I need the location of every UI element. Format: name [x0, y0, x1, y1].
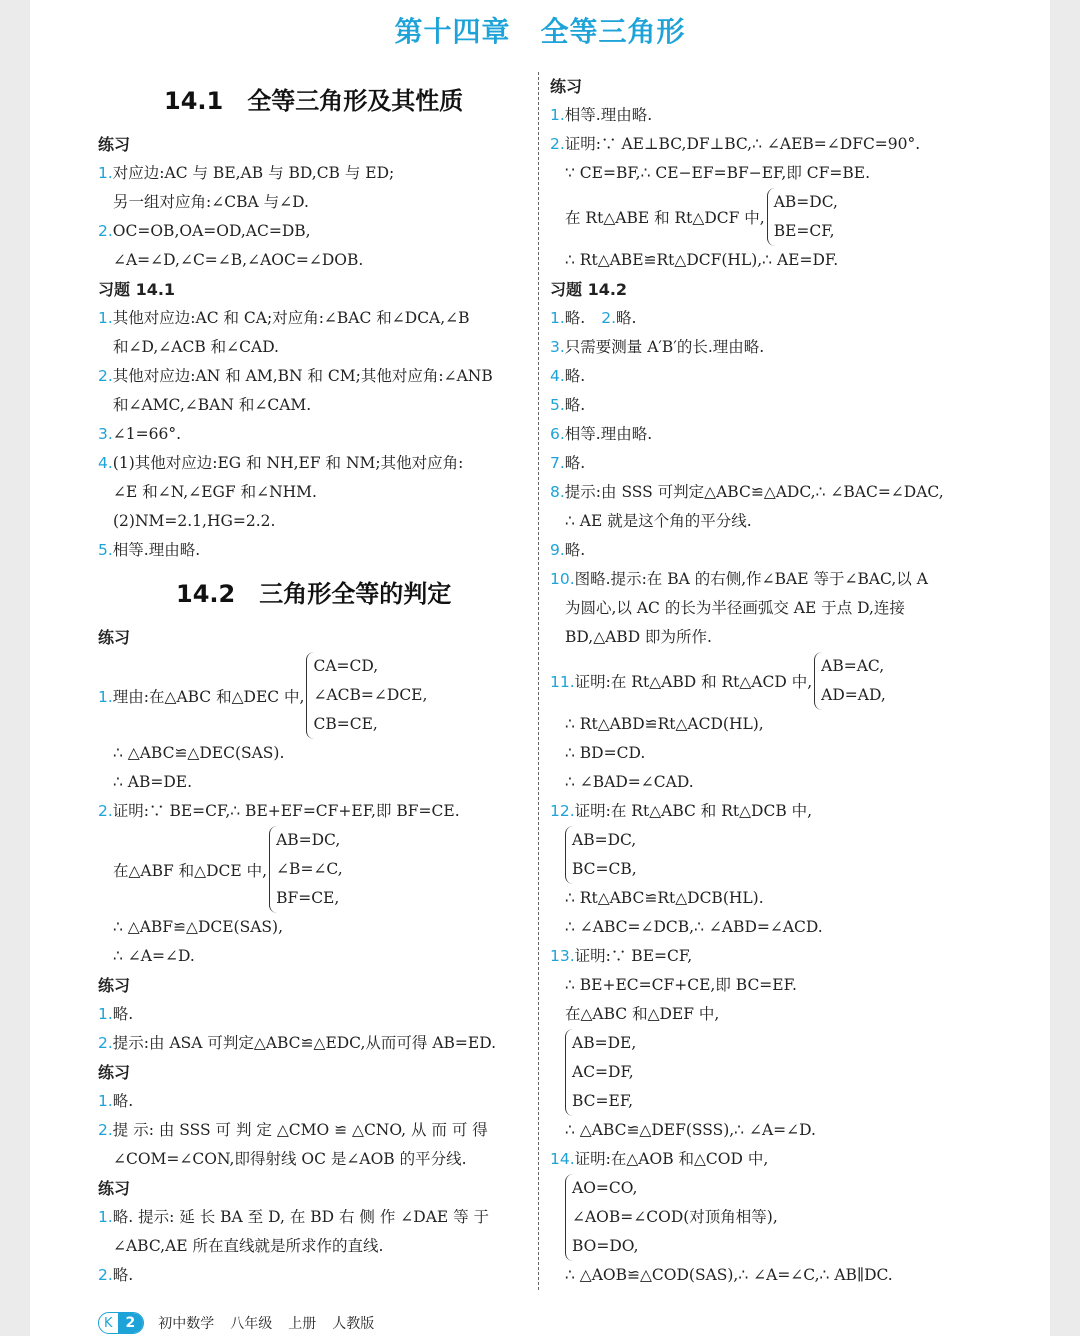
answer-text: 略. — [112, 1266, 134, 1284]
answer-line — [550, 420, 1010, 449]
answer-number: 1. — [98, 164, 113, 182]
answer-number: 2. — [98, 367, 113, 385]
answer-text: ∴ AE 就是这个角的平分线. — [565, 512, 752, 530]
section-heading-14-1 — [98, 72, 526, 130]
answer-number: 3. — [550, 338, 565, 356]
answer-text: (1)其他对应边:EG 和 NH,EF 和 NM;其他对应角: — [112, 454, 464, 472]
footer-volume: 上册 — [288, 1316, 317, 1332]
answer-text: 相等.理由略. — [112, 541, 201, 559]
footer-subject: 初中数学 — [158, 1316, 215, 1332]
answer-line — [98, 1203, 526, 1232]
brace-condition: BO=DO, — [572, 1237, 639, 1255]
answer-text: ∠ABC,AE 所在直线就是所求作的直线. — [113, 1237, 384, 1255]
answer-text: 略. — [112, 1005, 134, 1023]
answer-list — [98, 1000, 526, 1058]
proof-line: 在△ABC 和△DEF 中, — [565, 1005, 720, 1023]
page-footer — [98, 1312, 390, 1334]
brace-condition: AB=DE, — [572, 1034, 637, 1052]
section-title: 全等三角形及其性质 — [247, 87, 464, 115]
answer-text: 相等.理由略. — [564, 425, 653, 443]
proof-system — [550, 1029, 1010, 1116]
answer-list — [98, 304, 526, 565]
answer-text: 略. — [564, 367, 586, 385]
answer-text: 另一组对应角:∠CBA 与∠D. — [113, 193, 309, 211]
brace-condition: AB=DC, — [773, 193, 838, 211]
proof-lines — [98, 913, 526, 971]
answer-line — [550, 565, 1010, 594]
answer-number: 4. — [98, 454, 113, 472]
answer-text: 证明:在 Rt△ABC 和 Rt△DCB 中, — [574, 802, 813, 820]
answer-text: 略. — [564, 309, 586, 327]
proof-system — [550, 1174, 1010, 1261]
brace-condition: AB=AC, — [821, 657, 885, 675]
answer-line — [550, 670, 814, 692]
answer-line — [550, 362, 1010, 391]
brace-condition: ∠ACB=∠DCE, — [313, 686, 428, 704]
answer-number: 2. — [550, 135, 565, 153]
answer-text: 证明:∵ BE=CF, — [574, 947, 693, 965]
answer-number: 1. — [98, 309, 113, 327]
brace-conditions — [767, 188, 838, 246]
answer-list — [550, 101, 1010, 188]
chapter-number: 第十四章 — [394, 15, 511, 48]
answer-line — [98, 1000, 526, 1029]
answer-line — [550, 942, 1010, 971]
section-number: 14.1 — [164, 87, 224, 115]
proof-line: ∴ Rt△ABC≌Rt△DCB(HL). — [565, 889, 764, 907]
k-logo-icon: K — [104, 1315, 113, 1331]
answer-text: ∠A=∠D,∠C=∠B,∠AOC=∠DOB. — [113, 251, 364, 269]
proof-line: ∴ △ABC≌△DEF(SSS),∴ ∠A=∠D. — [565, 1121, 816, 1139]
exercise-header: 练习 — [98, 1063, 131, 1082]
brace-condition: AC=DF, — [572, 1063, 634, 1081]
brace-conditions — [269, 826, 343, 913]
answer-line — [550, 391, 1010, 420]
answer-line — [98, 1029, 526, 1058]
answer-line — [98, 449, 526, 478]
answer-number: 6. — [550, 425, 565, 443]
proof-system — [550, 188, 1010, 246]
answer-text: 提示:由 SSS 可判定△ABC≌△ADC,∴ ∠BAC=∠DAC, — [564, 483, 944, 501]
answer-line — [98, 304, 526, 333]
answer-line — [550, 333, 1010, 362]
brace-condition: BE=CF, — [773, 222, 835, 240]
answer-number: 2. — [98, 1121, 113, 1139]
answer-line — [550, 1145, 1010, 1174]
answer-list — [98, 1203, 526, 1290]
left-column — [98, 72, 526, 1290]
answer-text: 只需要测量 A′B′的长.理由略. — [564, 338, 765, 356]
exercise-header: 练习 — [550, 77, 583, 96]
exercise-set-header: 习题 14.1 — [98, 280, 176, 299]
answer-text: 理由:在△ABC 和△DEC 中, — [112, 687, 305, 706]
brace-condition: AB=DC, — [572, 831, 637, 849]
answer-line — [550, 449, 1010, 478]
answer-number: 11. — [550, 673, 575, 691]
proof-system — [98, 652, 526, 739]
proof-line: ∴ Rt△ABD≌Rt△ACD(HL), — [565, 715, 764, 733]
proof-lines — [550, 710, 1010, 797]
answer-line — [98, 362, 526, 391]
proof-system — [550, 652, 1010, 710]
footer-edition: 人教版 — [332, 1316, 375, 1332]
answer-number: 14. — [550, 1150, 575, 1168]
answer-line — [550, 507, 1010, 536]
answer-line — [550, 478, 1010, 507]
answer-text: 略. 提示: 延 长 BA 至 D, 在 BD 右 侧 作 ∠DAE 等 于 — [112, 1208, 490, 1226]
proof-line: ∴ BE+EC=CF+CE,即 BC=EF. — [565, 976, 797, 994]
brace-condition: ∠AOB=∠COD(对顶角相等), — [572, 1208, 778, 1226]
proof-lines — [98, 739, 526, 797]
answer-line — [98, 333, 526, 362]
answer-text: 略. — [564, 454, 586, 472]
brace-condition: ∠B=∠C, — [276, 860, 343, 878]
answer-text: ∴ Rt△ABE≌Rt△DCF(HL),∴ AE=DF. — [565, 251, 839, 269]
answer-list — [98, 1087, 526, 1174]
exercise-header: 练习 — [98, 976, 131, 995]
brace-conditions — [565, 826, 637, 884]
answer-text: 证明:∵ AE⊥BC,DF⊥BC,∴ ∠AEB=∠DFC=90°. — [564, 135, 921, 153]
answer-line — [98, 1116, 526, 1145]
answer-number: 5. — [98, 541, 113, 559]
answer-text: 为圆心,以 AC 的长为半径画弧交 AE 于点 D,连接 — [565, 599, 905, 617]
answer-number: 1. — [98, 1005, 113, 1023]
brace-condition: BC=EF, — [572, 1092, 634, 1110]
answer-line — [98, 478, 526, 507]
answer-number: 2. — [98, 1034, 113, 1052]
answer-text: 略. — [616, 309, 637, 327]
answer-number: 9. — [550, 541, 565, 559]
brace-conditions — [565, 1029, 636, 1116]
chapter-name: 全等三角形 — [540, 15, 686, 48]
answer-text: 略. — [564, 396, 586, 414]
answer-line — [98, 507, 526, 536]
proof-lines — [550, 1116, 1010, 1145]
answer-line — [98, 420, 526, 449]
answer-line — [550, 536, 1010, 565]
answer-number: 1. — [550, 106, 565, 124]
proof-lines — [550, 884, 1010, 942]
answer-line — [550, 623, 1010, 652]
answer-text: 其他对应边:AN 和 AM,BN 和 CM;其他对应角:∠ANB — [112, 367, 493, 385]
answer-line — [550, 101, 1010, 130]
answer-text: 提示:由 ASA 可判定△ABC≌△EDC,从而可得 AB=ED. — [112, 1034, 497, 1052]
answer-text: ∠E 和∠N,∠EGF 和∠NHM. — [113, 483, 317, 501]
exercise-header: 练习 — [98, 628, 131, 647]
answer-line — [98, 217, 526, 246]
answer-text: 证明:在△AOB 和△COD 中, — [574, 1150, 769, 1168]
proof-system — [98, 826, 526, 913]
answer-list — [98, 159, 526, 275]
answer-number: 1. — [98, 687, 113, 706]
brace-conditions — [814, 652, 886, 710]
answer-line — [550, 797, 1010, 826]
answer-number: 5. — [550, 396, 565, 414]
page-number: 2 — [118, 1313, 144, 1333]
answer-text: 和∠D,∠ACB 和∠CAD. — [113, 338, 279, 356]
section-heading-14-2 — [98, 565, 526, 623]
answer-text: ∠1=66°. — [112, 425, 182, 443]
answer-text: BD,△ABD 即为所作. — [565, 628, 712, 646]
answer-number: 2. — [98, 222, 113, 240]
brace-conditions — [565, 1174, 778, 1261]
proof-lines — [550, 971, 1010, 1029]
answer-text: 其他对应边:AC 和 CA;对应角:∠BAC 和∠DCA,∠B — [112, 309, 470, 327]
answer-number: 2. — [601, 309, 617, 327]
answer-number: 1. — [98, 1092, 113, 1110]
answer-number: 3. — [98, 425, 113, 443]
proof-system — [550, 826, 1010, 884]
chapter-title — [30, 10, 1050, 50]
answer-number: 12. — [550, 802, 575, 820]
proof-line: ∴ △AOB≌△COD(SAS),∴ ∠A=∠C,∴ AB∥DC. — [565, 1266, 893, 1284]
answer-line — [98, 797, 526, 826]
column-divider — [538, 72, 539, 1290]
proof-line: ∴ ∠A=∠D. — [113, 947, 195, 965]
answer-text: 对应边:AC 与 BE,AB 与 BD,CB 与 ED; — [112, 164, 395, 182]
answer-number: 1. — [550, 309, 565, 327]
brace-condition: BF=CE, — [276, 889, 340, 907]
answer-text: (2)NM=2.1,HG=2.2. — [113, 512, 276, 530]
proof-line: ∴ AB=DE. — [113, 773, 193, 791]
brace-condition: AB=DC, — [276, 831, 341, 849]
answer-number: 2. — [98, 802, 113, 820]
answer-line — [98, 1145, 526, 1174]
answer-text: 提 示: 由 SSS 可 判 定 △CMO ≌ △CNO, 从 而 可 得 — [112, 1121, 488, 1139]
proof-line: ∴ ∠BAD=∠CAD. — [565, 773, 694, 791]
brace-conditions — [306, 652, 427, 739]
answer-text: OC=OB,OA=OD,AC=DB, — [112, 222, 311, 240]
right-column — [550, 72, 1010, 1290]
brace-condition: CA=CD, — [313, 657, 379, 675]
answer-text: 证明:在 Rt△ABD 和 Rt△ACD 中, — [574, 673, 813, 691]
answer-text: 在 Rt△ABE 和 Rt△DCF 中, — [565, 209, 765, 227]
answer-text: 在△ABF 和△DCE 中, — [113, 861, 268, 880]
answer-text: 略. — [112, 1092, 134, 1110]
proof-lines — [550, 1261, 1010, 1290]
answer-text: 和∠AMC,∠BAN 和∠CAM. — [113, 396, 312, 414]
answer-line — [98, 246, 526, 275]
answer-number: 2. — [98, 1266, 113, 1284]
page-number-badge — [98, 1312, 144, 1334]
answer-line — [550, 130, 1010, 159]
section-number: 14.2 — [176, 580, 236, 608]
brace-condition: CB=CE, — [313, 715, 378, 733]
answer-line — [98, 159, 526, 188]
answer-line — [550, 594, 1010, 623]
answer-line — [98, 188, 526, 217]
answer-number: 4. — [550, 367, 565, 385]
brace-condition: AO=CO, — [572, 1179, 638, 1197]
proof-line: ∴ BD=CD. — [565, 744, 646, 762]
answer-number: 13. — [550, 947, 575, 965]
exercise-header: 练习 — [98, 135, 131, 154]
answer-text: 图略.提示:在 BA 的右侧,作∠BAE 等于∠BAC,以 A — [574, 570, 928, 588]
answer-number: 7. — [550, 454, 565, 472]
section-title: 三角形全等的判定 — [259, 580, 452, 608]
answer-line — [98, 1232, 526, 1261]
answer-line — [550, 304, 1010, 333]
proof-line: ∴ ∠ABC=∠DCB,∴ ∠ABD=∠ACD. — [565, 918, 823, 936]
exercise-set-header: 习题 14.2 — [550, 280, 628, 299]
answer-number: 8. — [550, 483, 565, 501]
answer-text: 相等.理由略. — [564, 106, 653, 124]
footer-grade: 八年级 — [230, 1316, 273, 1332]
proof-line: ∴ △ABC≌△DEC(SAS). — [113, 744, 285, 762]
answer-line — [98, 1261, 526, 1290]
answer-number: 10. — [550, 570, 575, 588]
answer-list — [550, 304, 1010, 652]
exercise-header: 练习 — [98, 1179, 131, 1198]
proof-line: ∴ △ABF≌△DCE(SAS), — [113, 918, 284, 936]
answer-text: 略. — [564, 541, 586, 559]
brace-condition: AD=AD, — [821, 686, 886, 704]
answer-line — [98, 685, 306, 707]
answer-text: ∵ CE=BF,∴ CE−EF=BF−EF,即 CF=BE. — [565, 164, 870, 182]
answer-line — [98, 536, 526, 565]
answer-text: ∠COM=∠CON,即得射线 OC 是∠AOB 的平分线. — [113, 1150, 467, 1168]
textbook-page — [30, 0, 1050, 1336]
answer-line — [98, 391, 526, 420]
brace-condition: BC=CB, — [572, 860, 637, 878]
answer-number: 1. — [98, 1208, 113, 1226]
answer-line — [550, 159, 1010, 188]
answer-line — [98, 1087, 526, 1116]
answer-text: 证明:∵ BE=CF,∴ BE+EF=CF+EF,即 BF=CE. — [112, 802, 460, 820]
